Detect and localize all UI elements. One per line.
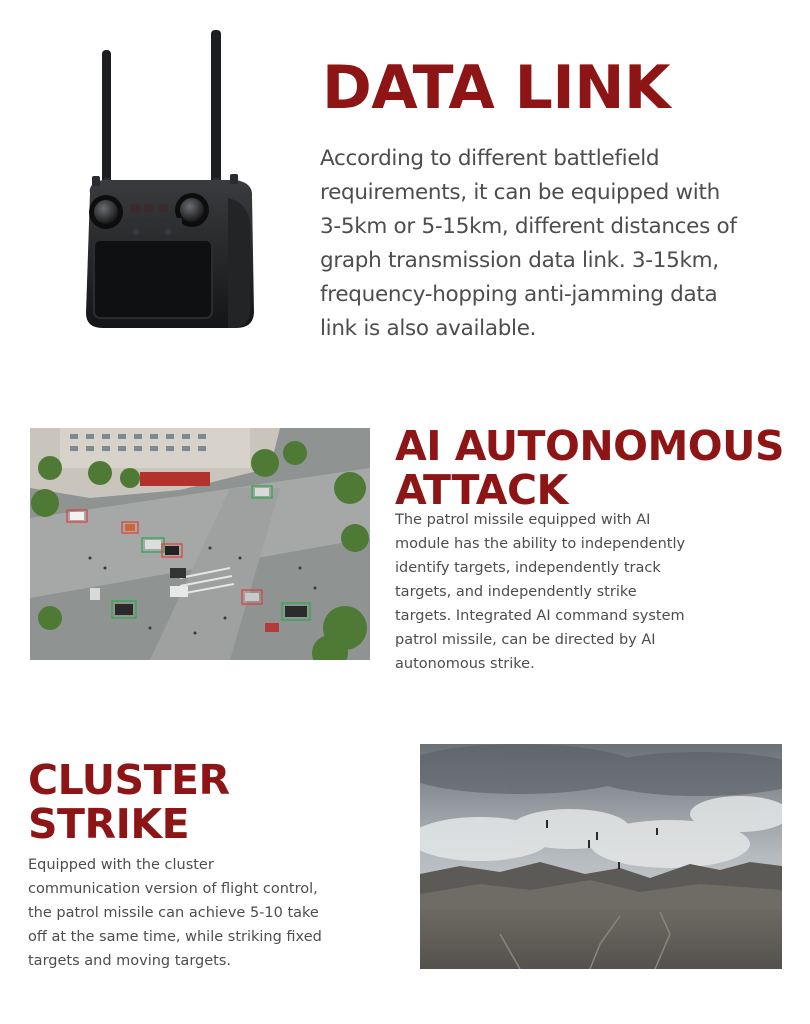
text-line: Equipped with the cluster — [28, 857, 214, 873]
data-link-title: DATA LINK — [322, 53, 670, 123]
cluster-strike-title — [28, 758, 328, 846]
text-line: According to different battlefield — [320, 146, 660, 171]
text-line: autonomous strike. — [395, 656, 535, 672]
text-line: communication version of flight control, — [28, 881, 318, 897]
text-line: 3-5km or 5-15km, different distances of — [320, 214, 737, 239]
cluster-strike-description — [28, 853, 368, 973]
text-line: patrol missile, can be directed by AI — [395, 632, 656, 648]
text-line: requirements, it can be equipped with — [320, 180, 720, 205]
text-line: module has the ability to independently — [395, 536, 686, 552]
aerial-intersection-image — [30, 428, 370, 660]
text-line: the patrol missile can achieve 5-10 take — [28, 905, 319, 921]
text-line: targets, and independently strike — [395, 584, 637, 600]
text-line: targets. Integrated AI command system — [395, 608, 685, 624]
text-line: frequency-hopping anti-jamming data — [320, 282, 718, 307]
text-line: link is also available. — [320, 316, 537, 341]
title-line: AI AUTONOMOUS — [395, 422, 784, 470]
text-line: identify targets, independently track — [395, 560, 661, 576]
cluster-flight-sky-image — [420, 744, 782, 969]
title-line: ATTACK — [395, 466, 568, 514]
title-line: CLUSTER — [28, 756, 230, 804]
text-line: off at the same time, while striking fixed — [28, 929, 322, 945]
data-link-description — [320, 142, 790, 346]
text-line: targets and moving targets. — [28, 953, 231, 969]
title-line: STRIKE — [28, 800, 190, 848]
text-line: graph transmission data link. 3-15km, — [320, 248, 719, 273]
remote-controller-image — [78, 28, 260, 333]
ai-autonomous-attack-title — [395, 424, 805, 512]
ai-attack-description — [395, 508, 790, 676]
text-line: The patrol missile equipped with AI — [395, 512, 651, 528]
